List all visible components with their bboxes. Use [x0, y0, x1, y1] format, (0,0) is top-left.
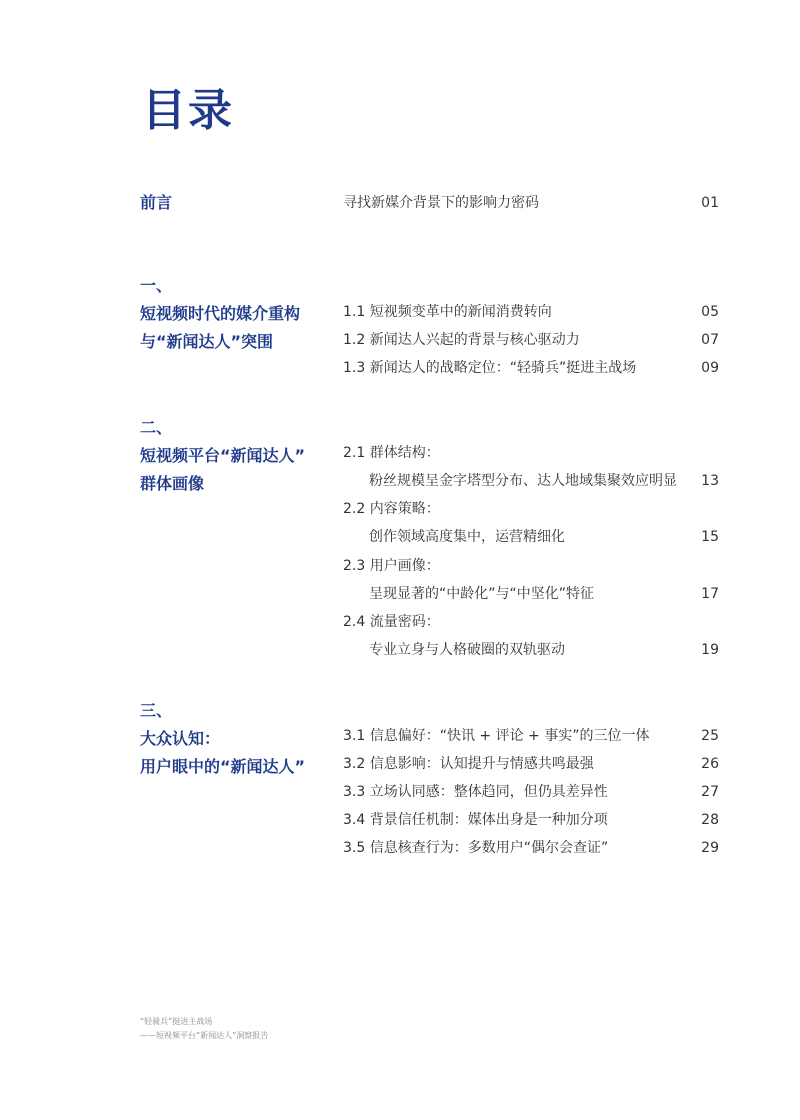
toc-page-2-2: 15	[701, 529, 719, 545]
toc-page-3-4: 28	[701, 812, 719, 828]
preface-heading	[140, 189, 172, 217]
footer-line1: “轻骑兵”挺进主战场	[140, 1017, 213, 1026]
preface-entry[interactable]: 寻找新媒介背景下的影响力密码	[343, 195, 539, 211]
section1-heading	[140, 272, 300, 356]
footer-line2: ——短视频平台“新闻达人”洞察报告	[140, 1031, 269, 1040]
toc-entry-2-4-head[interactable]: 2.4 流量密码：	[343, 614, 440, 630]
toc-entry-3-1[interactable]: 3.1 信息偏好：“快讯 + 评论 + 事实”的三位一体	[343, 728, 650, 744]
section3-number: 三、	[140, 701, 173, 720]
toc-entry-1-1[interactable]: 1.1 短视频变革中的新闻消费转向	[343, 304, 552, 320]
toc-entry-3-4[interactable]: 3.4 背景信任机制：媒体出身是一种加分项	[343, 812, 608, 828]
toc-page-3-3: 27	[701, 784, 719, 800]
toc-page-1-3: 09	[701, 360, 719, 376]
toc-entry-2-2-head[interactable]: 2.2 内容策略：	[343, 501, 440, 517]
toc-entry-2-4-sub[interactable]: 专业立身与人格破圈的双轨驱动	[369, 642, 565, 658]
toc-entry-3-5[interactable]: 3.5 信息核查行为：多数用户“偶尔会查证”	[343, 840, 609, 856]
section1-number: 一、	[140, 276, 173, 295]
toc-entry-2-1-head[interactable]: 2.1 群体结构：	[343, 445, 440, 461]
toc-page-1-1: 05	[701, 304, 719, 320]
toc-entry-2-2-sub[interactable]: 创作领域高度集中，运营精细化	[369, 529, 565, 545]
toc-entry-2-3-sub[interactable]: 呈现显著的“中龄化”与“中坚化”特征	[369, 586, 595, 602]
toc-page-3-1: 25	[701, 728, 719, 744]
toc-page-2-3: 17	[701, 586, 719, 602]
toc-page-2-4: 19	[701, 642, 719, 658]
toc-entry-1-2[interactable]: 1.2 新闻达人兴起的背景与核心驱动力	[343, 332, 580, 348]
toc-entry-3-2[interactable]: 3.2 信息影响：认知提升与情感共鸣最强	[343, 756, 594, 772]
section3-title-line2: 用户眼中的“新闻达人”	[140, 757, 306, 776]
preface-page: 01	[701, 195, 719, 211]
section2-title-line2: 群体画像	[140, 474, 205, 493]
toc-page-3-5: 29	[701, 840, 719, 856]
preface-heading-text: 前言	[140, 193, 173, 212]
section3-title-line1: 大众认知：	[140, 729, 221, 748]
toc-entry-2-1-sub[interactable]: 粉丝规模呈金字塔型分布、达人地域集聚效应明显	[369, 473, 677, 489]
toc-page-3-2: 26	[701, 756, 719, 772]
section1-title-line2: 与“新闻达人”突围	[140, 332, 274, 351]
section2-heading	[140, 414, 305, 498]
section2-title-line1: 短视频平台“新闻达人”	[140, 446, 306, 465]
toc-page-2-1: 13	[701, 473, 719, 489]
section2-number: 二、	[140, 418, 173, 437]
section3-heading	[140, 697, 305, 781]
section1-title-line1: 短视频时代的媒介重构	[140, 304, 301, 323]
toc-entry-1-3[interactable]: 1.3 新闻达人的战略定位：“轻骑兵”挺进主战场	[343, 360, 637, 376]
toc-entry-2-3-head[interactable]: 2.3 用户画像：	[343, 558, 440, 574]
page-title: 目录	[142, 85, 234, 136]
toc-entry-3-3[interactable]: 3.3 立场认同感：整体趋同，但仍具差异性	[343, 784, 608, 800]
toc-page-1-2: 07	[701, 332, 719, 348]
